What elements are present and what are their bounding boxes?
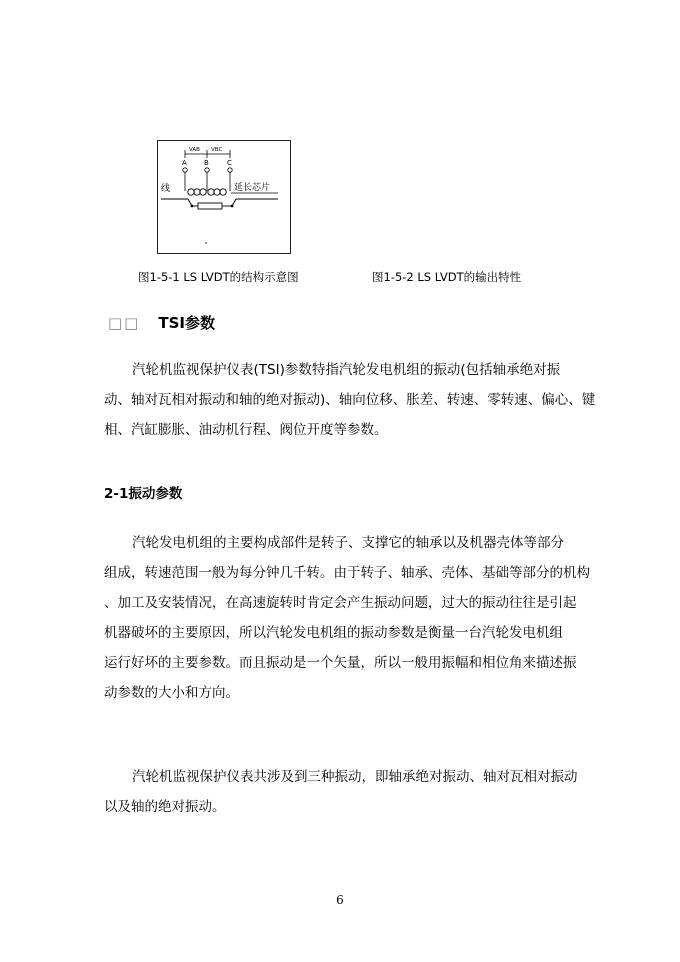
core-label: 延长芯片	[234, 183, 271, 193]
terminal-b-label: B	[204, 159, 209, 167]
terminal-a-label: A	[182, 159, 187, 167]
figure-caption-2: 图1-5-2 LS LVDT的输出特性	[372, 270, 522, 284]
page-number: 6	[336, 893, 344, 907]
section-title: TSI参数	[158, 314, 215, 332]
paragraph-tsi-definition	[104, 355, 596, 445]
subsection-heading: 2-1振动参数	[104, 486, 183, 502]
section-number: □□	[108, 314, 141, 332]
lvdt-structure-figure	[157, 140, 291, 254]
section-heading	[108, 312, 215, 333]
vab-label: VAB	[189, 147, 200, 153]
paragraph-line: 动参数的大小和方向。	[104, 685, 239, 701]
coil-label: 线	[161, 184, 171, 194]
terminal-c	[228, 168, 232, 172]
core-rod	[198, 203, 222, 209]
paragraph-vibration-parameters	[104, 528, 590, 708]
paragraph-line: 汽轮机监视保护仪表(TSI)参数特指汽轮发电机组的振动(包括轴承绝对振	[132, 362, 561, 378]
figure-caption-1: 图1-5-1 LS LVDT的结构示意图	[138, 270, 299, 284]
paragraph-line: 相、汽缸膨胀、油动机行程、阀位开度等参数。	[104, 422, 388, 438]
terminal-a	[183, 168, 187, 172]
paragraph-line: 动、轴对瓦相对振动和轴的绝对振动)、轴向位移、胀差、转速、零转速、偏心、键	[104, 392, 596, 408]
lvdt-diagram	[158, 141, 289, 252]
paragraph-line: 汽轮机监视保护仪表共涉及到三种振动，即轴承绝对振动、轴对瓦相对振动	[132, 769, 578, 785]
paragraph-line: 、加工及安装情况，在高速旋转时肯定会产生振动问题，过大的振动往往是引起	[104, 595, 577, 611]
paragraph-line: 运行好坏的主要参数。而且振动是一个矢量，所以一般用振幅和相位角来描述振	[104, 655, 577, 671]
paragraph-line: 组成，转速范围一般为每分钟几千转。由于转子、轴承、壳体、基础等部分的机构	[104, 565, 590, 581]
terminal-c-label: C	[227, 159, 232, 167]
vbc-label: VBC	[211, 147, 223, 153]
paragraph-line: 机器破坏的主要原因，所以汽轮发电机组的振动参数是衡量一台汽轮发电机组	[104, 625, 563, 641]
paragraph-line: 以及轴的绝对振动。	[104, 799, 226, 815]
paragraph-line: 汽轮发电机组的主要构成部件是转子、支撑它的轴承以及机器壳体等部分	[132, 535, 564, 551]
paragraph-three-vibrations	[104, 762, 584, 822]
terminal-b	[205, 168, 209, 172]
